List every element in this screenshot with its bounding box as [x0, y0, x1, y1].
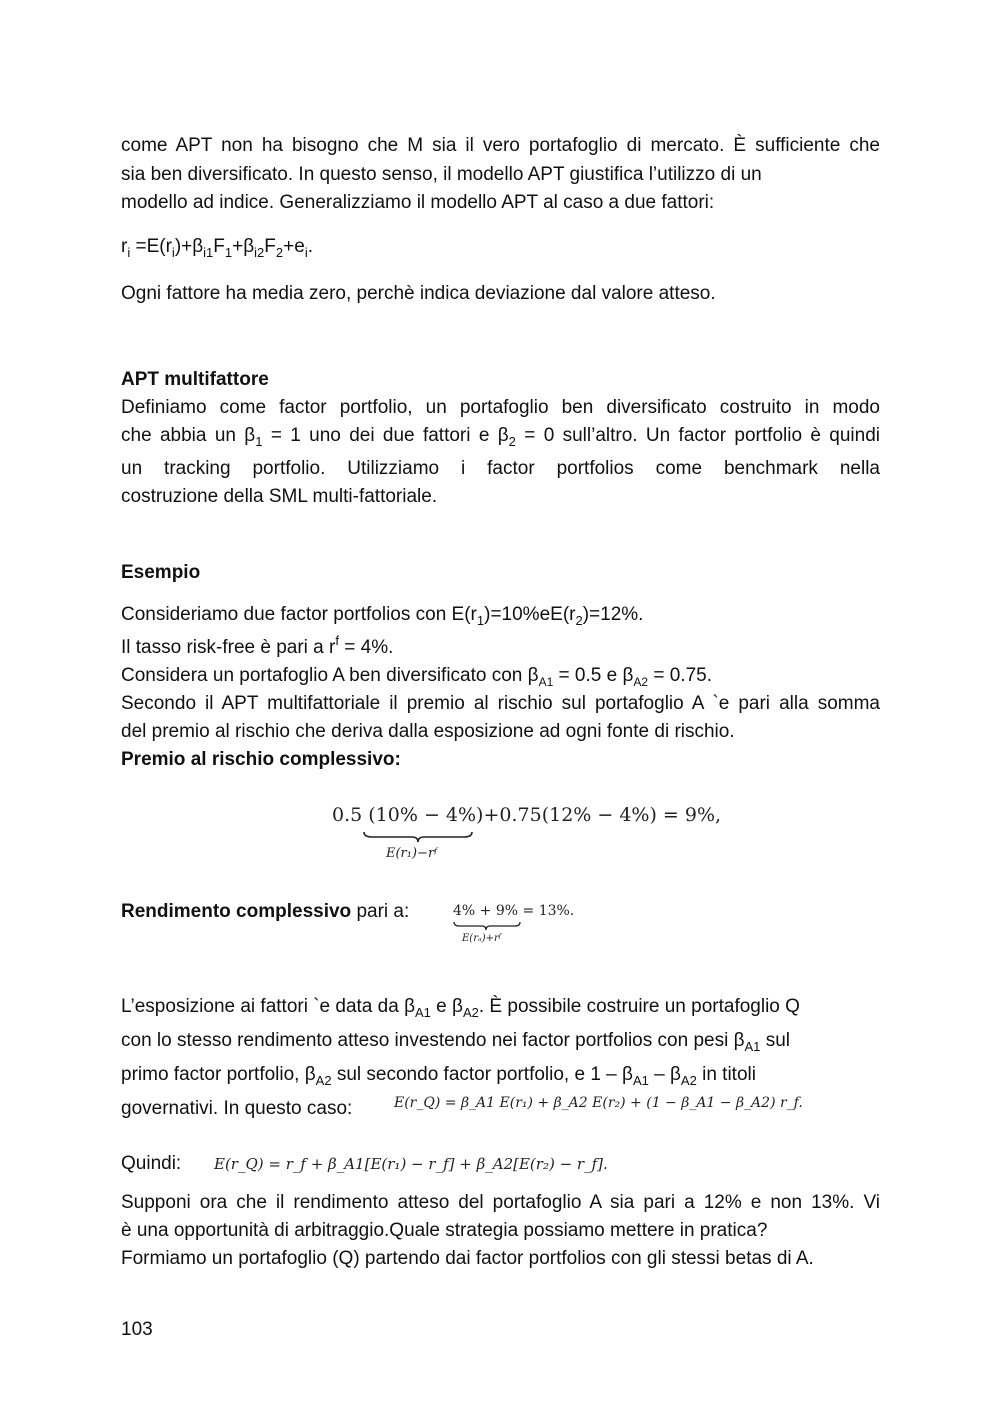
portfolio-q-equation: E(r_Q) = β_A1 E(r₁) + β_A2 E(r₂) + (1 − β_A1 − β_A2) r_f. — [394, 1095, 803, 1111]
apt-line-3: un tracking portfolio. Utilizziamo i factor portfolios come benchmark nella — [121, 458, 880, 479]
page-number: 103 — [121, 1319, 153, 1340]
intro-line-3: modello ad indice. Generalizziamo il modello APT al caso a due fattori: — [121, 192, 715, 213]
underbrace-icon — [453, 921, 521, 932]
example-line-5: del premio al rischio che deriva dalla esposizione ad ogni fonte di rischio. — [121, 721, 735, 742]
quindi-label: Quindi: — [121, 1153, 182, 1174]
two-factor-formula: $r_i =E(r_i)+\beta_{i1}F_1+\beta_{i2}F_2+e_i$. — [121, 236, 313, 260]
closing-line-3: Formiamo un portafoglio (Q) partendo dai factor portfolios con gli stessi betas di A. — [121, 1248, 814, 1269]
intro-paragraph — [121, 132, 880, 218]
intro-line-1: come APT non ha bisogno che M sia il vero portafoglio di mercato. È sufficiente che — [121, 135, 880, 156]
zero-mean-sentence: Ogni fattore ha media zero, perchè indica deviazione dal valore atteso. — [121, 283, 716, 304]
intro-line-2: sia ben diversificato. In questo senso, il modello APT giustifica l’utilizzo di un — [121, 163, 762, 185]
closing-paragraph — [121, 1189, 880, 1273]
apt-section-title: APT multifattore — [121, 369, 269, 390]
exposure-line-2: con lo stesso rendimento atteso investendo nei factor portfolios con pesi $\beta_{A1}$ sul — [121, 1030, 790, 1054]
return-line: Rendimento complessivo pari a: — [121, 901, 410, 922]
example-paragraph — [121, 601, 880, 774]
closing-line-1: Supponi ora che il rendimento atteso del portafoglio A sia pari a 12% e non 13%. Vi — [121, 1192, 880, 1213]
exposure-line-3: primo factor portfolio, $\beta_{A2}$ sul secondo factor portfolio, e $1 - \beta_{A1} - \beta_{A2}$ in titoli — [121, 1064, 756, 1088]
premium-title: Premio al rischio complessivo: — [121, 749, 401, 770]
example-line-4: Secondo il APT multifattoriale il premio al rischio sul portafoglio A `e pari alla somma — [121, 693, 880, 714]
underbrace-icon — [362, 830, 474, 844]
apt-line-1: Definiamo come factor portfolio, un portafoglio ben diversificato costruito in modo — [121, 397, 880, 418]
example-line-1: Consideriamo due factor portfolios con $E(r_1)=10\%eE(r_2)=12\%$. — [121, 604, 644, 628]
quindi-equation: E(r_Q) = r_f + β_A1[E(r₁) − r_f] + β_A2[E(r₂) − r_f]. — [214, 1155, 608, 1173]
example-line-2: Il tasso risk-free è pari a $r^f = 4\%$. — [121, 633, 394, 658]
exposure-line-4: governativi. In questo caso: — [121, 1098, 353, 1119]
apt-line-4: costruzione della SML multi-fattoriale. — [121, 486, 438, 507]
example-line-3: Considera un portafoglio A ben diversificato con $\beta_{A1} = 0.5$ e $\beta_{A2} = 0.75$. — [121, 665, 712, 689]
apt-line-2: che abbia un $\beta_1 = 1$ uno dei due fattori e $\beta_2 = 0$ sull’altro. Un factor portfolio è quindi — [121, 425, 880, 449]
apt-paragraph — [121, 394, 880, 511]
exposure-line-1: L’esposizione ai fattori `e data da $\beta_{A1}$ e $\beta_{A2}$. È possibile costruire un portafoglio Q — [121, 996, 800, 1020]
closing-line-2: è una opportunità di arbitraggio.Quale strategia possiamo mettere in pratica? — [121, 1220, 768, 1241]
example-title: Esempio — [121, 562, 201, 583]
